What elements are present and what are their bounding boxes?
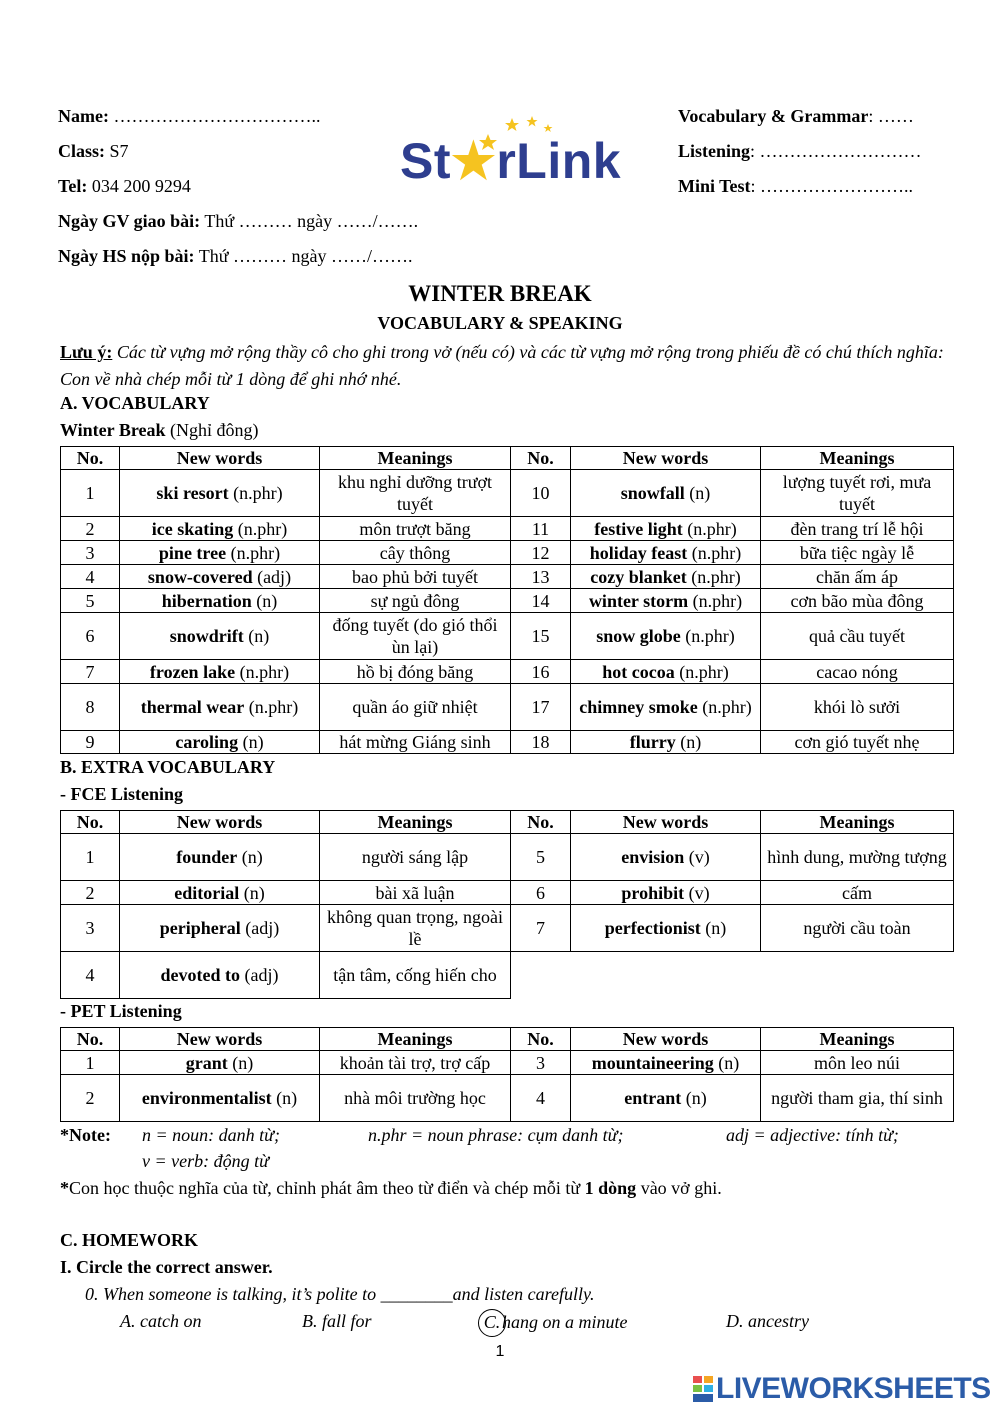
new-word: winter storm (n.phr) — [571, 589, 761, 613]
word-number: 16 — [511, 660, 571, 684]
hs-date-line — [58, 246, 412, 267]
word-meaning: sự ngủ đông — [320, 589, 511, 613]
word-number: 3 — [61, 905, 120, 952]
new-word: chimney smoke (n.phr) — [571, 684, 761, 731]
listening-value[interactable]: : ……………………… — [750, 141, 922, 161]
new-word: entrant (n) — [571, 1075, 761, 1122]
new-word: snowfall (n) — [571, 470, 761, 517]
word-meaning: hát mừng Giáng sinh — [320, 731, 511, 754]
page-number: 1 — [495, 1343, 505, 1360]
column-header: No. — [61, 1028, 120, 1051]
word-number: 11 — [511, 517, 571, 541]
footnote-nphr: n.phr = noun phrase: cụm danh từ; — [368, 1125, 624, 1145]
minitest-score — [678, 176, 913, 197]
word-meaning: cấm — [761, 881, 954, 905]
column-header: No. — [511, 1028, 571, 1051]
word-number: 2 — [61, 1075, 120, 1122]
vg-label: Vocabulary & Grammar — [678, 106, 869, 126]
footnote-adj: adj = adjective: tính từ; — [726, 1125, 899, 1145]
new-word: cozy blanket (n.phr) — [571, 565, 761, 589]
footnote-noun: n = noun: danh từ; — [142, 1125, 280, 1145]
new-word: environmentalist (n) — [120, 1075, 320, 1122]
footnote-verb: v = verb: động từ — [142, 1151, 269, 1171]
word-meaning: cacao nóng — [761, 660, 954, 684]
column-header: New words — [571, 447, 761, 470]
word-number: 1 — [61, 834, 120, 881]
table-row — [61, 905, 954, 952]
word-number: 5 — [61, 589, 120, 613]
table-row — [61, 589, 954, 613]
gv-value[interactable]: Thứ ……… ngày ……/……. — [204, 211, 419, 231]
answer-blank[interactable]: ________ — [380, 1284, 453, 1304]
word-meaning: hồ bị đóng băng — [320, 660, 511, 684]
pet-heading: - PET Listening — [60, 1001, 182, 1021]
word-meaning: khói lò sưởi — [761, 684, 954, 731]
footnote-label: *Note: — [60, 1125, 111, 1145]
word-meaning: quả cầu tuyết — [761, 613, 954, 660]
listening-score — [678, 141, 922, 162]
table-row — [61, 684, 954, 731]
study-instruction: *Con học thuộc nghĩa của từ, chỉnh phát âm theo từ điển và chép mỗi từ 1 dòng vào vở ghi. — [60, 1178, 722, 1198]
liveworksheets-brand: LIVEWORKSHEETS — [716, 1372, 991, 1405]
column-header: New words — [120, 811, 320, 834]
name-label: Name: — [58, 106, 109, 126]
option-b[interactable]: B. fall for — [302, 1311, 372, 1331]
table-row — [61, 517, 954, 541]
exercise-heading: I. Circle the correct answer. — [60, 1257, 273, 1277]
word-meaning: tận tâm, cống hiến cho — [320, 952, 511, 999]
vocab-grammar-score — [678, 106, 914, 127]
new-word: festive light (n.phr) — [571, 517, 761, 541]
word-number: 7 — [511, 905, 571, 952]
table-row — [61, 834, 954, 881]
hs-value[interactable]: Thứ ……… ngày ……/……. — [198, 246, 413, 266]
column-header: No. — [61, 811, 120, 834]
word-number: 8 — [61, 684, 120, 731]
name-line — [58, 106, 320, 127]
new-word: ski resort (n.phr) — [120, 470, 320, 517]
new-word: snowdrift (n) — [120, 613, 320, 660]
new-word: hot cocoa (n.phr) — [571, 660, 761, 684]
option-a[interactable]: A. catch on — [120, 1311, 202, 1331]
new-word: snow-covered (adj) — [120, 565, 320, 589]
gv-date-line — [58, 211, 418, 232]
minitest-value[interactable]: : …………………….. — [750, 176, 914, 196]
fce-heading: - FCE Listening — [60, 784, 184, 804]
word-meaning: cơn bão mùa đông — [761, 589, 954, 613]
word-number: 5 — [511, 834, 571, 881]
empty-cell — [511, 952, 954, 999]
class-label: Class: — [58, 141, 106, 161]
word-meaning: đèn trang trí lễ hội — [761, 517, 954, 541]
option-c[interactable]: C.hang on a minute — [481, 1309, 628, 1337]
word-number: 18 — [511, 731, 571, 754]
word-number: 3 — [511, 1051, 571, 1075]
starlink-logo: St★rLink — [400, 133, 622, 189]
vg-value[interactable]: : …… — [868, 106, 914, 126]
section-b-heading: B. EXTRA VOCABULARY — [60, 757, 276, 777]
column-header: Meanings — [761, 1028, 954, 1051]
word-number: 6 — [61, 613, 120, 660]
note-text: Các từ vựng mở rộng thầy cô cho ghi trong vở (nếu có) và các từ vựng mở rộng trong phiếu đề có chú thích nghĩa: Con về nhà chép mỗi từ 1 dòng để ghi nhớ nhé. — [60, 342, 944, 389]
listening-label: Listening — [678, 141, 751, 161]
tel-label: Tel: — [58, 176, 88, 196]
column-header: Meanings — [761, 447, 954, 470]
word-number: 13 — [511, 565, 571, 589]
column-header: Meanings — [320, 1028, 511, 1051]
word-number: 2 — [61, 517, 120, 541]
column-header: New words — [120, 447, 320, 470]
word-number: 7 — [61, 660, 120, 684]
new-word: perfectionist (n) — [571, 905, 761, 952]
word-number: 17 — [511, 684, 571, 731]
word-meaning: không quan trọng, ngoài lề — [320, 905, 511, 952]
word-meaning: nhà môi trường học — [320, 1075, 511, 1122]
word-number: 4 — [61, 952, 120, 999]
section-a-heading: A. VOCABULARY — [60, 393, 210, 413]
new-word: editorial (n) — [120, 881, 320, 905]
class-line — [58, 141, 129, 162]
table-row — [61, 952, 954, 999]
question-0: 0. When someone is talking, it’s polite to ________and listen carefully. — [85, 1284, 595, 1304]
table-row — [61, 470, 954, 517]
table-row — [61, 613, 954, 660]
section-c-heading: C. HOMEWORK — [60, 1230, 198, 1250]
word-number: 10 — [511, 470, 571, 517]
note-label: Lưu ý: — [60, 342, 113, 362]
word-number: 6 — [511, 881, 571, 905]
answer-circle: C. — [478, 1309, 506, 1337]
word-number: 12 — [511, 541, 571, 565]
word-meaning: quần áo giữ nhiệt — [320, 684, 511, 731]
word-meaning: môn leo núi — [761, 1051, 954, 1075]
column-header: New words — [571, 1028, 761, 1051]
word-number: 2 — [61, 881, 120, 905]
column-header: No. — [61, 447, 120, 470]
new-word: holiday feast (n.phr) — [571, 541, 761, 565]
table-row — [61, 565, 954, 589]
new-word: caroling (n) — [120, 731, 320, 754]
tel-value: 034 200 9294 — [91, 176, 191, 196]
column-header: Meanings — [761, 811, 954, 834]
table-row — [61, 731, 954, 754]
word-number: 14 — [511, 589, 571, 613]
minitest-label: Mini Test — [678, 176, 751, 196]
table-row — [61, 881, 954, 905]
word-meaning: cơn gió tuyết nhẹ — [761, 731, 954, 754]
column-header: New words — [571, 811, 761, 834]
word-number: 3 — [61, 541, 120, 565]
name-value[interactable]: …………………………….. — [113, 106, 321, 126]
word-meaning: đống tuyết (do gió thổi ùn lại) — [320, 613, 511, 660]
column-header: New words — [120, 1028, 320, 1051]
page-subtitle: VOCABULARY & SPEAKING — [377, 313, 623, 333]
word-number: 4 — [61, 565, 120, 589]
page-title: WINTER BREAK — [408, 281, 592, 306]
column-header: Meanings — [320, 447, 511, 470]
word-meaning: cây thông — [320, 541, 511, 565]
note-paragraph — [60, 339, 950, 393]
word-meaning: hình dung, mường tượng — [761, 834, 954, 881]
new-word: founder (n) — [120, 834, 320, 881]
word-meaning: môn trượt băng — [320, 517, 511, 541]
word-number: 9 — [61, 731, 120, 754]
word-meaning: người tham gia, thí sinh — [761, 1075, 954, 1122]
pet-table — [60, 1027, 954, 1122]
new-word: prohibit (v) — [571, 881, 761, 905]
word-number: 15 — [511, 613, 571, 660]
option-d[interactable]: D. ancestry — [726, 1311, 809, 1331]
word-meaning: chăn ấm áp — [761, 565, 954, 589]
new-word: flurry (n) — [571, 731, 761, 754]
gv-label: Ngày GV giao bài: — [58, 211, 201, 231]
word-meaning: khoản tài trợ, trợ cấp — [320, 1051, 511, 1075]
class-value: S7 — [109, 141, 129, 161]
column-header: Meanings — [320, 811, 511, 834]
table-row — [61, 660, 954, 684]
word-meaning: bữa tiệc ngày lễ — [761, 541, 954, 565]
table-row — [61, 1051, 954, 1075]
word-number: 4 — [511, 1075, 571, 1122]
new-word: devoted to (adj) — [120, 952, 320, 999]
new-word: hibernation (n) — [120, 589, 320, 613]
new-word: snow globe (n.phr) — [571, 613, 761, 660]
word-meaning: bao phủ bởi tuyết — [320, 565, 511, 589]
hs-label: Ngày HS nộp bài: — [58, 246, 195, 266]
new-word: envision (v) — [571, 834, 761, 881]
word-meaning: người cầu toàn — [761, 905, 954, 952]
column-header: No. — [511, 811, 571, 834]
word-number: 1 — [61, 1051, 120, 1075]
tel-line — [58, 176, 191, 197]
word-meaning: bài xã luận — [320, 881, 511, 905]
section-a-subheading: Winter Break (Nghỉ đông) — [60, 420, 259, 440]
word-number: 1 — [61, 470, 120, 517]
vocab-table — [60, 446, 954, 754]
new-word: mountaineering (n) — [571, 1051, 761, 1075]
new-word: frozen lake (n.phr) — [120, 660, 320, 684]
new-word: peripheral (adj) — [120, 905, 320, 952]
new-word: ice skating (n.phr) — [120, 517, 320, 541]
word-meaning: khu nghỉ dưỡng trượt tuyết — [320, 470, 511, 517]
word-meaning: người sáng lập — [320, 834, 511, 881]
new-word: grant (n) — [120, 1051, 320, 1075]
column-header: No. — [511, 447, 571, 470]
new-word: pine tree (n.phr) — [120, 541, 320, 565]
liveworksheets-logo-icon — [693, 1376, 713, 1402]
fce-table — [60, 810, 954, 999]
word-meaning: lượng tuyết rơi, mưa tuyết — [761, 470, 954, 517]
new-word: thermal wear (n.phr) — [120, 684, 320, 731]
table-row — [61, 1075, 954, 1122]
table-row — [61, 541, 954, 565]
